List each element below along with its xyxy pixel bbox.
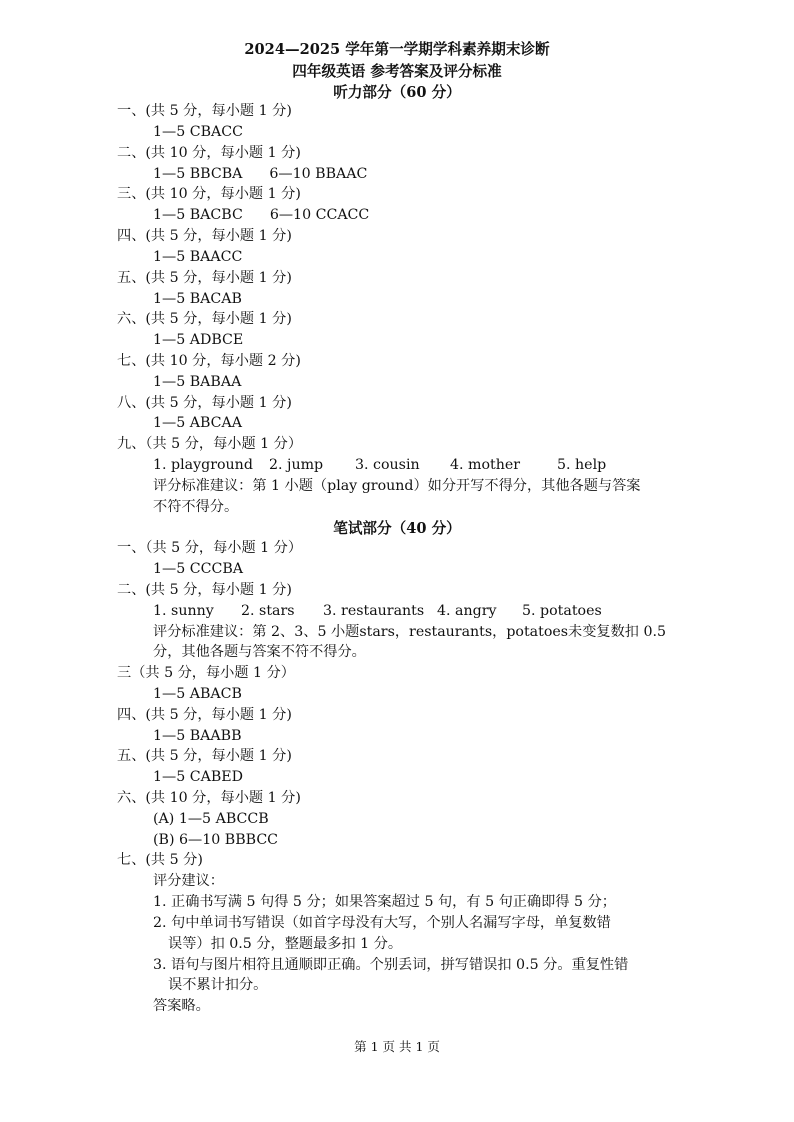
listening-q3-heading: 三、(共 10 分，每小题 1 分) xyxy=(117,186,301,202)
listening-q9-note-line1: 评分标准建议：第 1 小题（play ground）如分开写不得分，其他各题与答案 xyxy=(153,478,641,494)
listening-q2-answer-row xyxy=(153,164,367,184)
listening-section-title: 听力部分（60 分） xyxy=(333,84,461,101)
written-q7-item-2-line2: 误等）扣 0.5 分，整题最多扣 1 分。 xyxy=(168,936,403,952)
written-q2-word-5: 5. potatoes xyxy=(522,603,602,619)
written-q4-heading: 四、(共 5 分，每小题 1 分) xyxy=(117,707,292,723)
listening-q6-answer: 1—5 ADBCE xyxy=(153,332,244,348)
written-q1-answer: 1—5 CCCBA xyxy=(153,561,243,577)
written-q3-answer: 1—5 ABACB xyxy=(153,686,242,702)
written-q7-item-3-line1: 3. 语句与图片相符且通顺即正确。个别丢词，拼写错误扣 0.5 分。重复性错 xyxy=(153,957,629,973)
written-q1-heading: 一、（共 5 分，每小题 1 分） xyxy=(117,540,303,556)
listening-q9-heading: 九、（共 5 分，每小题 1 分） xyxy=(117,436,303,452)
listening-q9-words xyxy=(153,455,606,475)
written-q6-answer-b: (B) 6—10 BBBCC xyxy=(153,832,279,848)
written-q7-item-2-line1: 2. 句中单词书写错误（如首字母没有大写，个别人名漏写字母，单复数错 xyxy=(153,915,611,931)
written-q6-heading: 六、(共 10 分，每小题 1 分) xyxy=(117,790,301,806)
written-q2-words xyxy=(153,601,602,621)
written-q7-item-3-line2: 误不累计扣分。 xyxy=(168,977,268,993)
listening-q8-answer: 1—5 ABCAA xyxy=(153,415,243,431)
listening-q7-heading: 七、(共 10 分，每小题 2 分) xyxy=(117,353,301,369)
written-q7-end: 答案略。 xyxy=(153,998,210,1014)
written-q2-note-line2: 分，其他各题与答案不符不得分。 xyxy=(153,644,366,660)
written-q7-item-1: 1. 正确书写满 5 句得 5 分；如果答案超过 5 句，有 5 句正确即得 5 分； xyxy=(153,894,616,910)
listening-q3-answer-b: 6—10 CCACC xyxy=(269,207,370,223)
written-q6-answer-a: (A) 1—5 ABCCB xyxy=(153,811,269,827)
listening-q2-answer-a: 1—5 BBCBA xyxy=(153,166,243,182)
listening-q5-heading: 五、(共 5 分，每小题 1 分) xyxy=(117,270,292,286)
written-q2-word-2: 2. stars xyxy=(241,603,295,619)
listening-q1-answer: 1—5 CBACC xyxy=(153,124,243,140)
written-q3-heading: 三（共 5 分，每小题 1 分） xyxy=(117,665,295,681)
written-q5-heading: 五、(共 5 分，每小题 1 分) xyxy=(117,748,292,764)
listening-q2-heading: 二、(共 10 分，每小题 1 分) xyxy=(117,145,301,161)
listening-q7-answer: 1—5 BABAA xyxy=(153,374,242,390)
written-q4-answer: 1—5 BAABB xyxy=(153,728,242,744)
listening-q3-answer-row xyxy=(153,205,369,225)
listening-q1-heading: 一、(共 5 分，每小题 1 分) xyxy=(117,103,292,119)
written-q2-heading: 二、(共 5 分，每小题 1 分) xyxy=(117,582,292,598)
listening-q2-answer-b: 6—10 BBAAC xyxy=(269,166,368,182)
written-section-title: 笔试部分（40 分） xyxy=(333,520,461,537)
document-title: 2024—2025 学年第一学期学科素养期末诊断 xyxy=(244,41,550,58)
listening-q4-heading: 四、(共 5 分，每小题 1 分) xyxy=(117,228,292,244)
listening-q3-answer-a: 1—5 BACBC xyxy=(153,207,243,223)
document-subtitle: 四年级英语 参考答案及评分标准 xyxy=(292,63,502,80)
listening-q9-word-2: 2. jump xyxy=(269,457,324,473)
written-q5-answer: 1—5 CABED xyxy=(153,769,244,785)
listening-q5-answer: 1—5 BACAB xyxy=(153,291,242,307)
listening-q9-note-line2: 不符不得分。 xyxy=(153,499,239,515)
written-q2-word-1: 1. sunny xyxy=(153,603,214,619)
written-q7-intro: 评分建议： xyxy=(153,873,224,889)
listening-q4-answer: 1—5 BAACC xyxy=(153,249,243,265)
page-footer: 第 1 页 共 1 页 xyxy=(354,1039,440,1054)
listening-q9-word-3: 3. cousin xyxy=(355,457,420,473)
listening-q6-heading: 六、(共 5 分，每小题 1 分) xyxy=(117,311,292,327)
listening-q8-heading: 八、(共 5 分，每小题 1 分) xyxy=(117,395,292,411)
written-q2-word-3: 3. restaurants xyxy=(323,603,425,619)
listening-q9-word-4: 4. mother xyxy=(450,457,521,473)
written-q7-heading: 七、(共 5 分) xyxy=(117,852,203,868)
written-q2-note-line1: 评分标准建议：第 2、3、5 小题stars，restaurants，potatoes未变复数扣 0.5 xyxy=(153,624,667,640)
listening-q9-word-5: 5. help xyxy=(557,457,607,473)
written-q2-word-4: 4. angry xyxy=(437,603,497,619)
listening-q9-word-1: 1. playground xyxy=(153,457,253,473)
